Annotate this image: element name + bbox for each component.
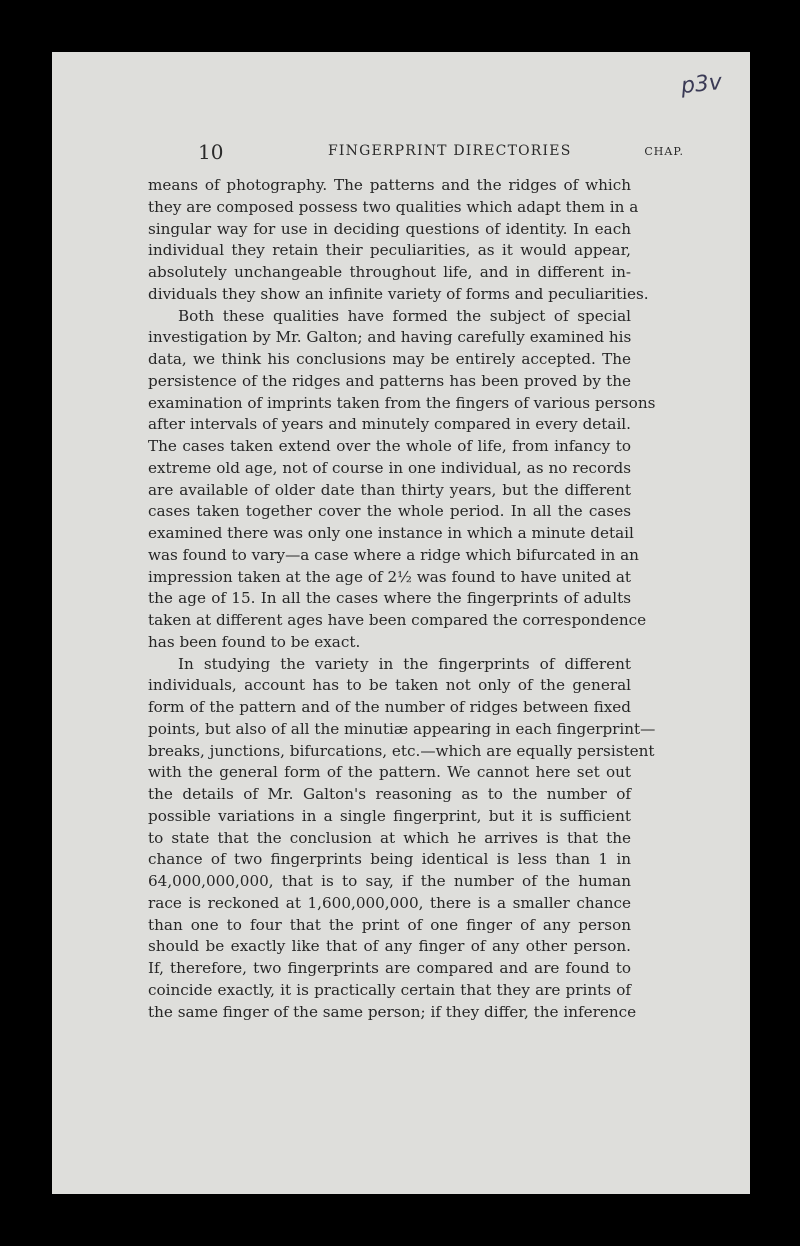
text-line: the age of 15. In all the cases where the fingerprints of adults [148,589,631,608]
text-line: In studying the variety in the fingerprints of different [178,654,631,673]
running-title: FINGERPRINT DIRECTORIES [328,143,572,159]
text-line: 64,000,000,000, that is to say, if the number of the human [148,872,631,890]
text-line: the same finger of the same person; if they differ, the inference [148,1002,637,1021]
text-line: data, we think his conclusions may be entirely accepted. The [148,350,631,368]
text-line: Both these qualities have formed the subject of special [178,306,631,325]
text-line: with the general form of the pattern. We cannot here set out [148,763,631,782]
text-line: examination of imprints taken from the fingers of various persons [148,393,656,412]
text-line: the details of Mr. Galton's reasoning as to the number of [148,785,631,803]
text-line: form of the pattern and of the number of ridges between fixed [148,698,631,716]
text-line: they are composed possess two qualities which adapt them in a [148,197,639,216]
body-text [148,175,656,1023]
text-line: cases taken together cover the whole period. In all the cases [148,502,631,521]
text-line: If, therefore, two fingerprints are compared and are found to [148,959,631,977]
text-line: absolutely unchangeable throughout life, and in different in- [148,263,631,281]
text-line: taken at different ages have been compared the correspondence [148,611,647,629]
text-line: examined there was only one instance in which a minute detail [148,524,634,542]
text-line: The cases taken extend over the whole of life, from infancy to [148,437,631,455]
text-line: individuals, account has to be taken not only of the general [148,676,631,695]
text-line: after intervals of years and minutely compared in every detail. [148,415,631,434]
page-header [198,140,684,162]
text-line: extreme old age, not of course in one individual, as no records [148,458,631,477]
text-line: breaks, junctions, bifurcations, etc.—which are equally persistent [148,741,655,760]
text-line: dividuals they show an infinite variety of forms and peculiarities. [148,284,649,303]
text-line: possible variations in a single fingerprint, but it is sufficient [148,806,631,825]
text-line: to state that the conclusion at which he arrives is that the [148,828,631,847]
text-line: should be exactly like that of any finger of any other person. [148,937,631,956]
text-line: means of photography. The patterns and the ridges of which [148,176,631,194]
page-number: 10 [198,140,224,164]
text-line: was found to vary—a case where a ridge which bifurcated in an [148,545,639,564]
chapter-abbrev: CHAP. [644,145,684,158]
text-line: chance of two fingerprints being identical is less than 1 in [148,850,631,869]
text-line: persistence of the ridges and patterns has been proved by the [148,371,631,390]
text-line: are available of older date than thirty years, but the different [148,480,631,499]
text-line: race is reckoned at 1,600,000,000, there is a smaller chance [148,893,631,912]
text-line: impression taken at the age of 2½ was found to have united at [148,567,631,586]
text-line: has been found to be exact. [148,632,361,651]
text-line: investigation by Mr. Galton; and having carefully examined his [148,328,632,347]
text-line: individual they retain their peculiarities, as it would appear, [148,241,631,260]
book-page [52,52,750,1194]
text-line: points, but also of all the minutiæ appearing in each fingerprint— [148,719,656,738]
text-line: singular way for use in deciding questions of identity. In each [148,219,631,238]
pencil-annotation: p3v [679,69,724,100]
text-line: coincide exactly, it is practically certain that they are prints of [148,980,631,999]
text-line: than one to four that the print of one finger of any person [148,915,631,934]
